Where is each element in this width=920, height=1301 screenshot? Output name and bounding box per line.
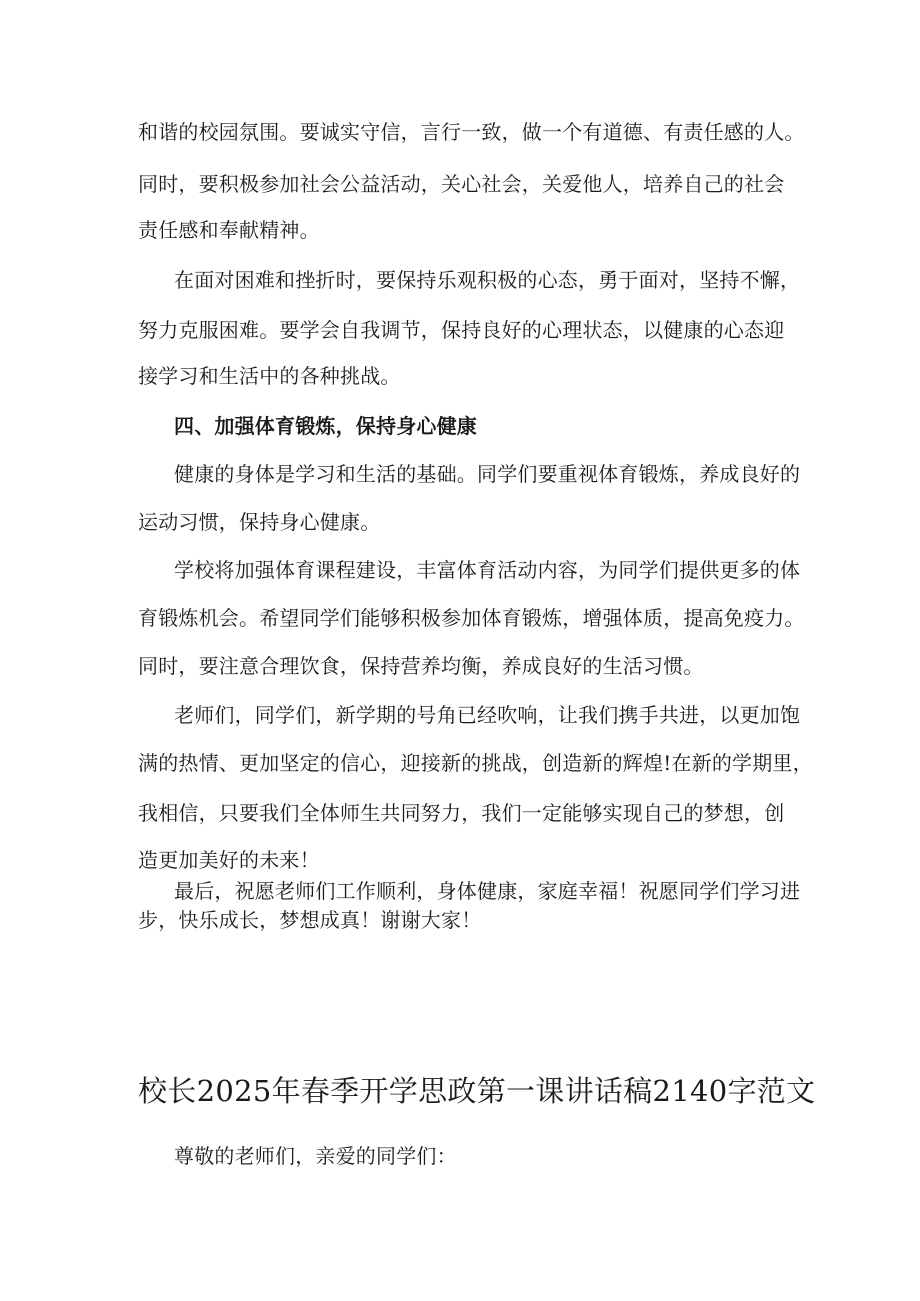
paragraph-2-line-3: 接学习和生活中的各种挑战。 [138,364,401,388]
section-heading: 四、加强体育锻炼，保持身心健康 [174,414,477,438]
paragraph-1-line-1: 和谐的校园氛围。要诚实守信，言行一致，做一个有道德、有责任感的人。 [138,120,805,144]
paragraph-1-line-2: 同时，要积极参加社会公益活动，关心社会，关爱他人，培养自己的社会 [138,172,785,196]
paragraph-4-line-2: 育锻炼机会。希望同学们能够积极参加体育锻炼，增强体质，提高免疫力。 [138,606,805,630]
paragraph-2-line-1: 在面对困难和挫折时，要保持乐观积极的心态，勇于面对，坚持不懈， [174,268,801,292]
document-title: 校长2025年春季开学思政第一课讲话稿2140字范文 [138,1074,816,1108]
paragraph-3-line-1: 健康的身体是学习和生活的基础。同学们要重视体育锻炼，养成良好的 [174,462,801,486]
paragraph-6-line-1: 最后，祝愿老师们工作顺利，身体健康，家庭幸福！祝愿同学们学习进 [174,879,801,903]
paragraph-1-line-3: 责任感和奉献精神。 [138,218,320,242]
paragraph-5-line-2: 满的热情、更加坚定的信心，迎接新的挑战，创造新的辉煌!在新的学期里， [138,751,813,775]
paragraph-6-line-2: 步，快乐成长，梦想成真！谢谢大家！ [138,908,482,932]
paragraph-4-line-1: 学校将加强体育课程建设，丰富体育活动内容，为同学们提供更多的体 [174,558,801,582]
paragraph-2-line-2: 努力克服困难。要学会自我调节，保持良好的心理状态，以健康的心态迎 [138,318,785,342]
paragraph-4-line-3: 同时，要注意合理饮食，保持营养均衡，养成良好的生活习惯。 [138,654,704,678]
paragraph-3-line-2: 运动习惯，保持身心健康。 [138,510,381,534]
paragraph-5-line-1: 老师们，同学们，新学期的号角已经吹响，让我们携手共进，以更加饱 [174,703,801,727]
paragraph-5-line-3: 我相信，只要我们全体师生共同努力，我们一定能够实现自己的梦想，创 [138,801,785,825]
paragraph-5-line-4: 造更加美好的未来！ [138,848,320,872]
salutation: 尊敬的老师们，亲爱的同学们： [174,1144,457,1168]
